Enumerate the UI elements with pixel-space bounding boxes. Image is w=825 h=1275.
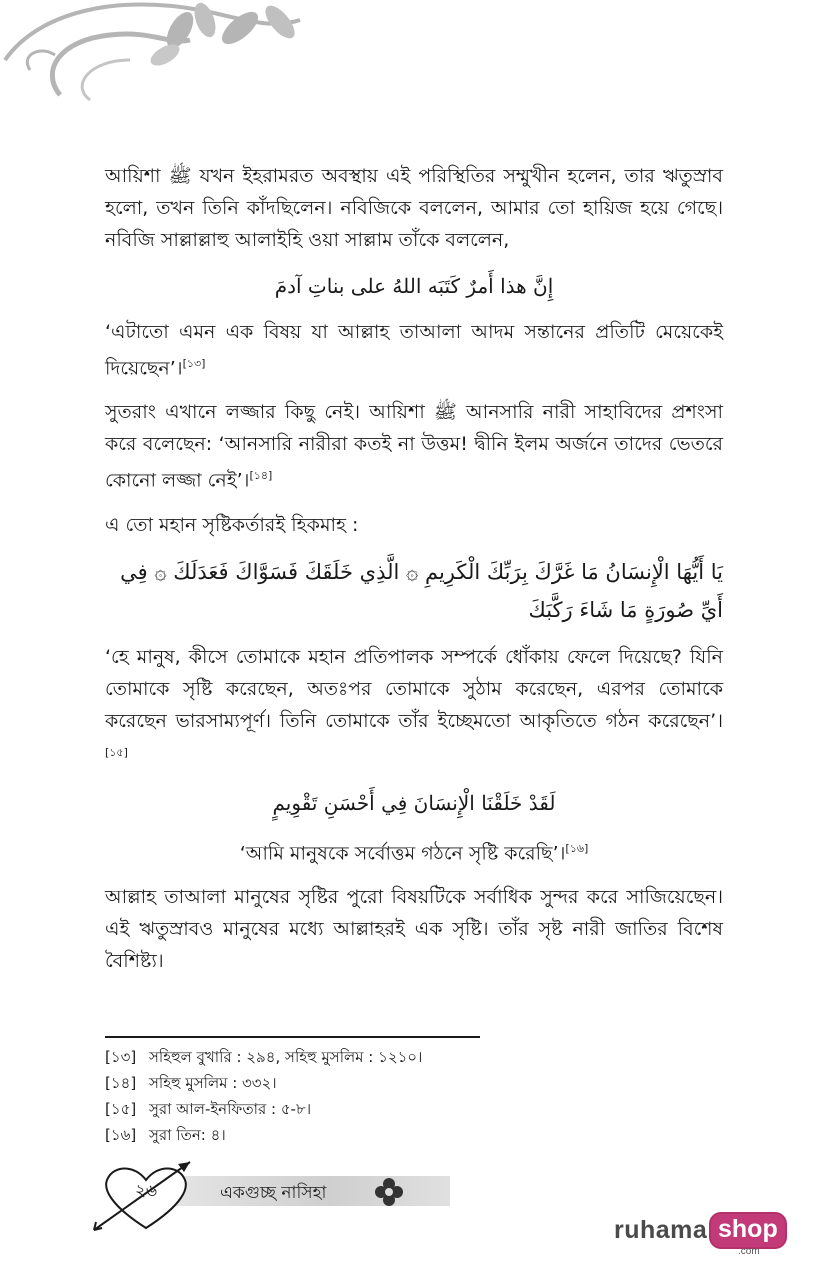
footnote-text: সুরা আল-ইনফিতার : ৫-৮। [149, 1100, 312, 1118]
paragraph-2 [105, 316, 723, 384]
paragraph-6-text: ‘আমি মানুষকে সর্বোত্তম গঠনে সৃষ্টি করেছি’। [239, 842, 566, 865]
paragraph-2-text: ‘এটাতো এমন এক বিষয় যা আল্লাহ তাআলা আদম সন্তানের প্রতিটি মেয়েকেই দিয়েছেন’। [105, 321, 723, 380]
footnotes [105, 1044, 665, 1148]
footnote-ref-16: [১৬] [565, 841, 589, 855]
paragraph-6 [105, 833, 723, 869]
footnote-item [105, 1070, 665, 1096]
footnote-number: [১৬] [105, 1126, 137, 1144]
footnote-number: [১৪] [105, 1074, 137, 1092]
footnote-number: [১৩] [105, 1048, 137, 1066]
footnote-divider [105, 1036, 480, 1038]
paragraph-1: আয়িশা ﷺ যখন ইহরামরত অবস্থায় এই পরিস্থিতির সম্মুখীন হলেন, তার ঋতুস্রাব হলো, তখন তিনি কাঁদছিলেন। নবিজিকে বললেন, আমার তো হায়িজ হয়ে গেছে। নবিজি সাল্লাল্লাহু আলাইহি ওয়া সাল্লাম তাঁকে বললেন, [105, 165, 723, 251]
footnote-ref-13: [১৩] [182, 357, 206, 370]
floral-ornament [0, 0, 320, 110]
paragraph-5-text: ‘হে মানুষ, কীসে তোমাকে মহান প্রতিপালক সম্পর্কে ধোঁকায় ফেলে দিয়েছে? যিনি তোমাকে সৃষ্টি করেছেন, অতঃপর তোমাকে সুঠাম করেছেন, এরপর তোমাকে করেছেন ভারসাম্যপূর্ণ। তিনি তোমাকে তাঁর ইচ্ছেমতো আকৃতিতে গঠন করেছেন’। [105, 645, 723, 732]
page-footer [90, 1150, 420, 1240]
paragraph-3-text: সুতরাং এখানে লজ্জার কিছু নেই। আয়িশা ﷺ আনসারি নারী সাহাবিদের প্রশংসা করে বলেছেন: ‘আনসারি নারীরা কতই না উত্তম! দ্বীনি ইলম অর্জনে তাদের ভেতরে কোনো লজ্জা নেই’। [105, 401, 724, 492]
footnote-text: সুরা তিন: ৪। [149, 1126, 226, 1144]
footnote-item [105, 1122, 665, 1148]
page-body [105, 160, 723, 989]
footnote-item [105, 1044, 665, 1070]
footnote-item [105, 1096, 665, 1122]
page-number: ২৬ [134, 1181, 158, 1201]
arabic-verse-infitar: يَا أَيُّهَا الْإِنسَانُ مَا غَرَّكَ بِرَبِّكَ الْكَرِيمِ ۞ الَّذِي خَلَقَكَ فَسَوَّاكَ فَعَدَلَكَ ۞ فِي أَيِّ صُورَةٍ مَا شَاءَ رَكَّبَكَ [120, 559, 723, 622]
book-title: একগুচ্ছ নাসিহা [220, 1183, 327, 1203]
arabic-verse-tin: لَقَدْ خَلَقْنَا الْإِنسَانَ فِي أَحْسَنِ تَقْوِيمٍ [272, 790, 556, 815]
brand-shop-badge: shop [709, 1212, 787, 1249]
arabic-hadith: إِنَّ هذا أَمرٌ كَتَبَه اللهُ على بناتِ آدمَ [274, 274, 554, 298]
footnote-text: সহিহুল বুখারি : ২৯৪, সহিহু মুসলিম : ১২১০। [149, 1048, 423, 1066]
brand-suffix: .com [738, 1246, 760, 1257]
footnote-number: [১৫] [105, 1100, 137, 1118]
footnote-ref-14: [১৪] [249, 469, 273, 483]
paragraph-7: আল্লাহ তাআলা মানুষের সৃষ্টির পুরো বিষয়টিকে সর্বাধিক সুন্দর করে সাজিয়েছেন। এই ঋতুস্রাবও মানুষের মধ্যে আল্লাহরই এক সৃষ্টি। তাঁর সৃষ্ট নারী জাতির বিশেষ বৈশিষ্ট্য। [105, 886, 723, 973]
footnote-text: সহিহু মুসলিম : ৩৩২। [149, 1074, 277, 1092]
brand-word: ruhama [614, 1216, 708, 1244]
footnote-ref-15: [১৫] [105, 745, 128, 759]
paragraph-5 [105, 641, 723, 773]
flower-icon [373, 1176, 405, 1208]
paragraph-4: এ তো মহান সৃষ্টিকর্তারই হিকমাহ : [105, 513, 359, 536]
brand-logo [614, 1212, 784, 1262]
paragraph-3 [105, 396, 723, 496]
